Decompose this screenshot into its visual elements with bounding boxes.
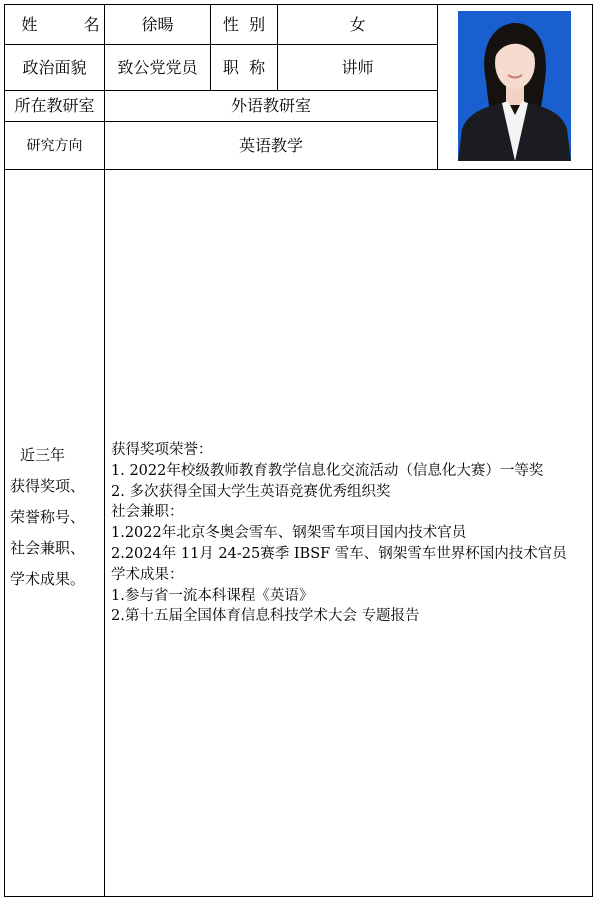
research-label: 研究方向: [26, 137, 83, 154]
achievements-content: [111, 440, 589, 627]
content-heading: 学术成果：: [111, 566, 184, 583]
gender-value: 女: [349, 14, 366, 34]
political-value: 致公党党员: [117, 57, 198, 77]
content-line: 2. 多次获得全国大学生英语竞赛优秀组织奖: [111, 483, 391, 500]
content-line: 1.参与省一流本科课程《英语》: [111, 587, 314, 604]
content-heading: 社会兼职：: [111, 504, 184, 521]
content-line: 2.2024年 11月 24-25赛季 IBSF 雪车、钢架雪车世界杯国内技术官员: [111, 545, 567, 562]
table-border-right: [592, 4, 593, 897]
gender-label: 性 别: [222, 14, 266, 34]
title-label: 职 称: [222, 57, 266, 77]
office-value: 外语教研室: [230, 96, 311, 115]
content-line: 1.2022年北京冬奥会雪车、钢架雪车项目国内技术官员: [111, 525, 467, 542]
label-line: 近三年: [20, 446, 66, 464]
column-divider: [437, 4, 438, 170]
portrait-image: [458, 11, 571, 161]
political-label: 政治面貌: [22, 57, 87, 77]
achievements-label: [10, 440, 102, 595]
label-line: 学术成果。: [10, 570, 86, 588]
title-value: 讲师: [341, 57, 374, 77]
name-label: 姓 名: [21, 14, 112, 34]
label-line: 社会兼职、: [10, 539, 86, 557]
label-line: 获得奖项、: [10, 477, 86, 495]
research-value: 英语教学: [238, 135, 303, 155]
office-label: 所在教研室: [14, 96, 95, 115]
table-border-bottom: [4, 896, 593, 897]
content-line: 2.第十五届全国体育信息科技学术大会 专题报告: [111, 608, 420, 625]
name-value: 徐暘: [141, 14, 174, 34]
content-heading: 获得奖项荣誉：: [111, 442, 213, 458]
profile-photo: [458, 11, 571, 161]
content-line: 1. 2022年校级教师教育教学信息化交流活动（信息化大赛）一等奖: [111, 462, 544, 479]
label-line: 荣誉称号、: [10, 508, 86, 526]
row-divider: [4, 169, 593, 170]
